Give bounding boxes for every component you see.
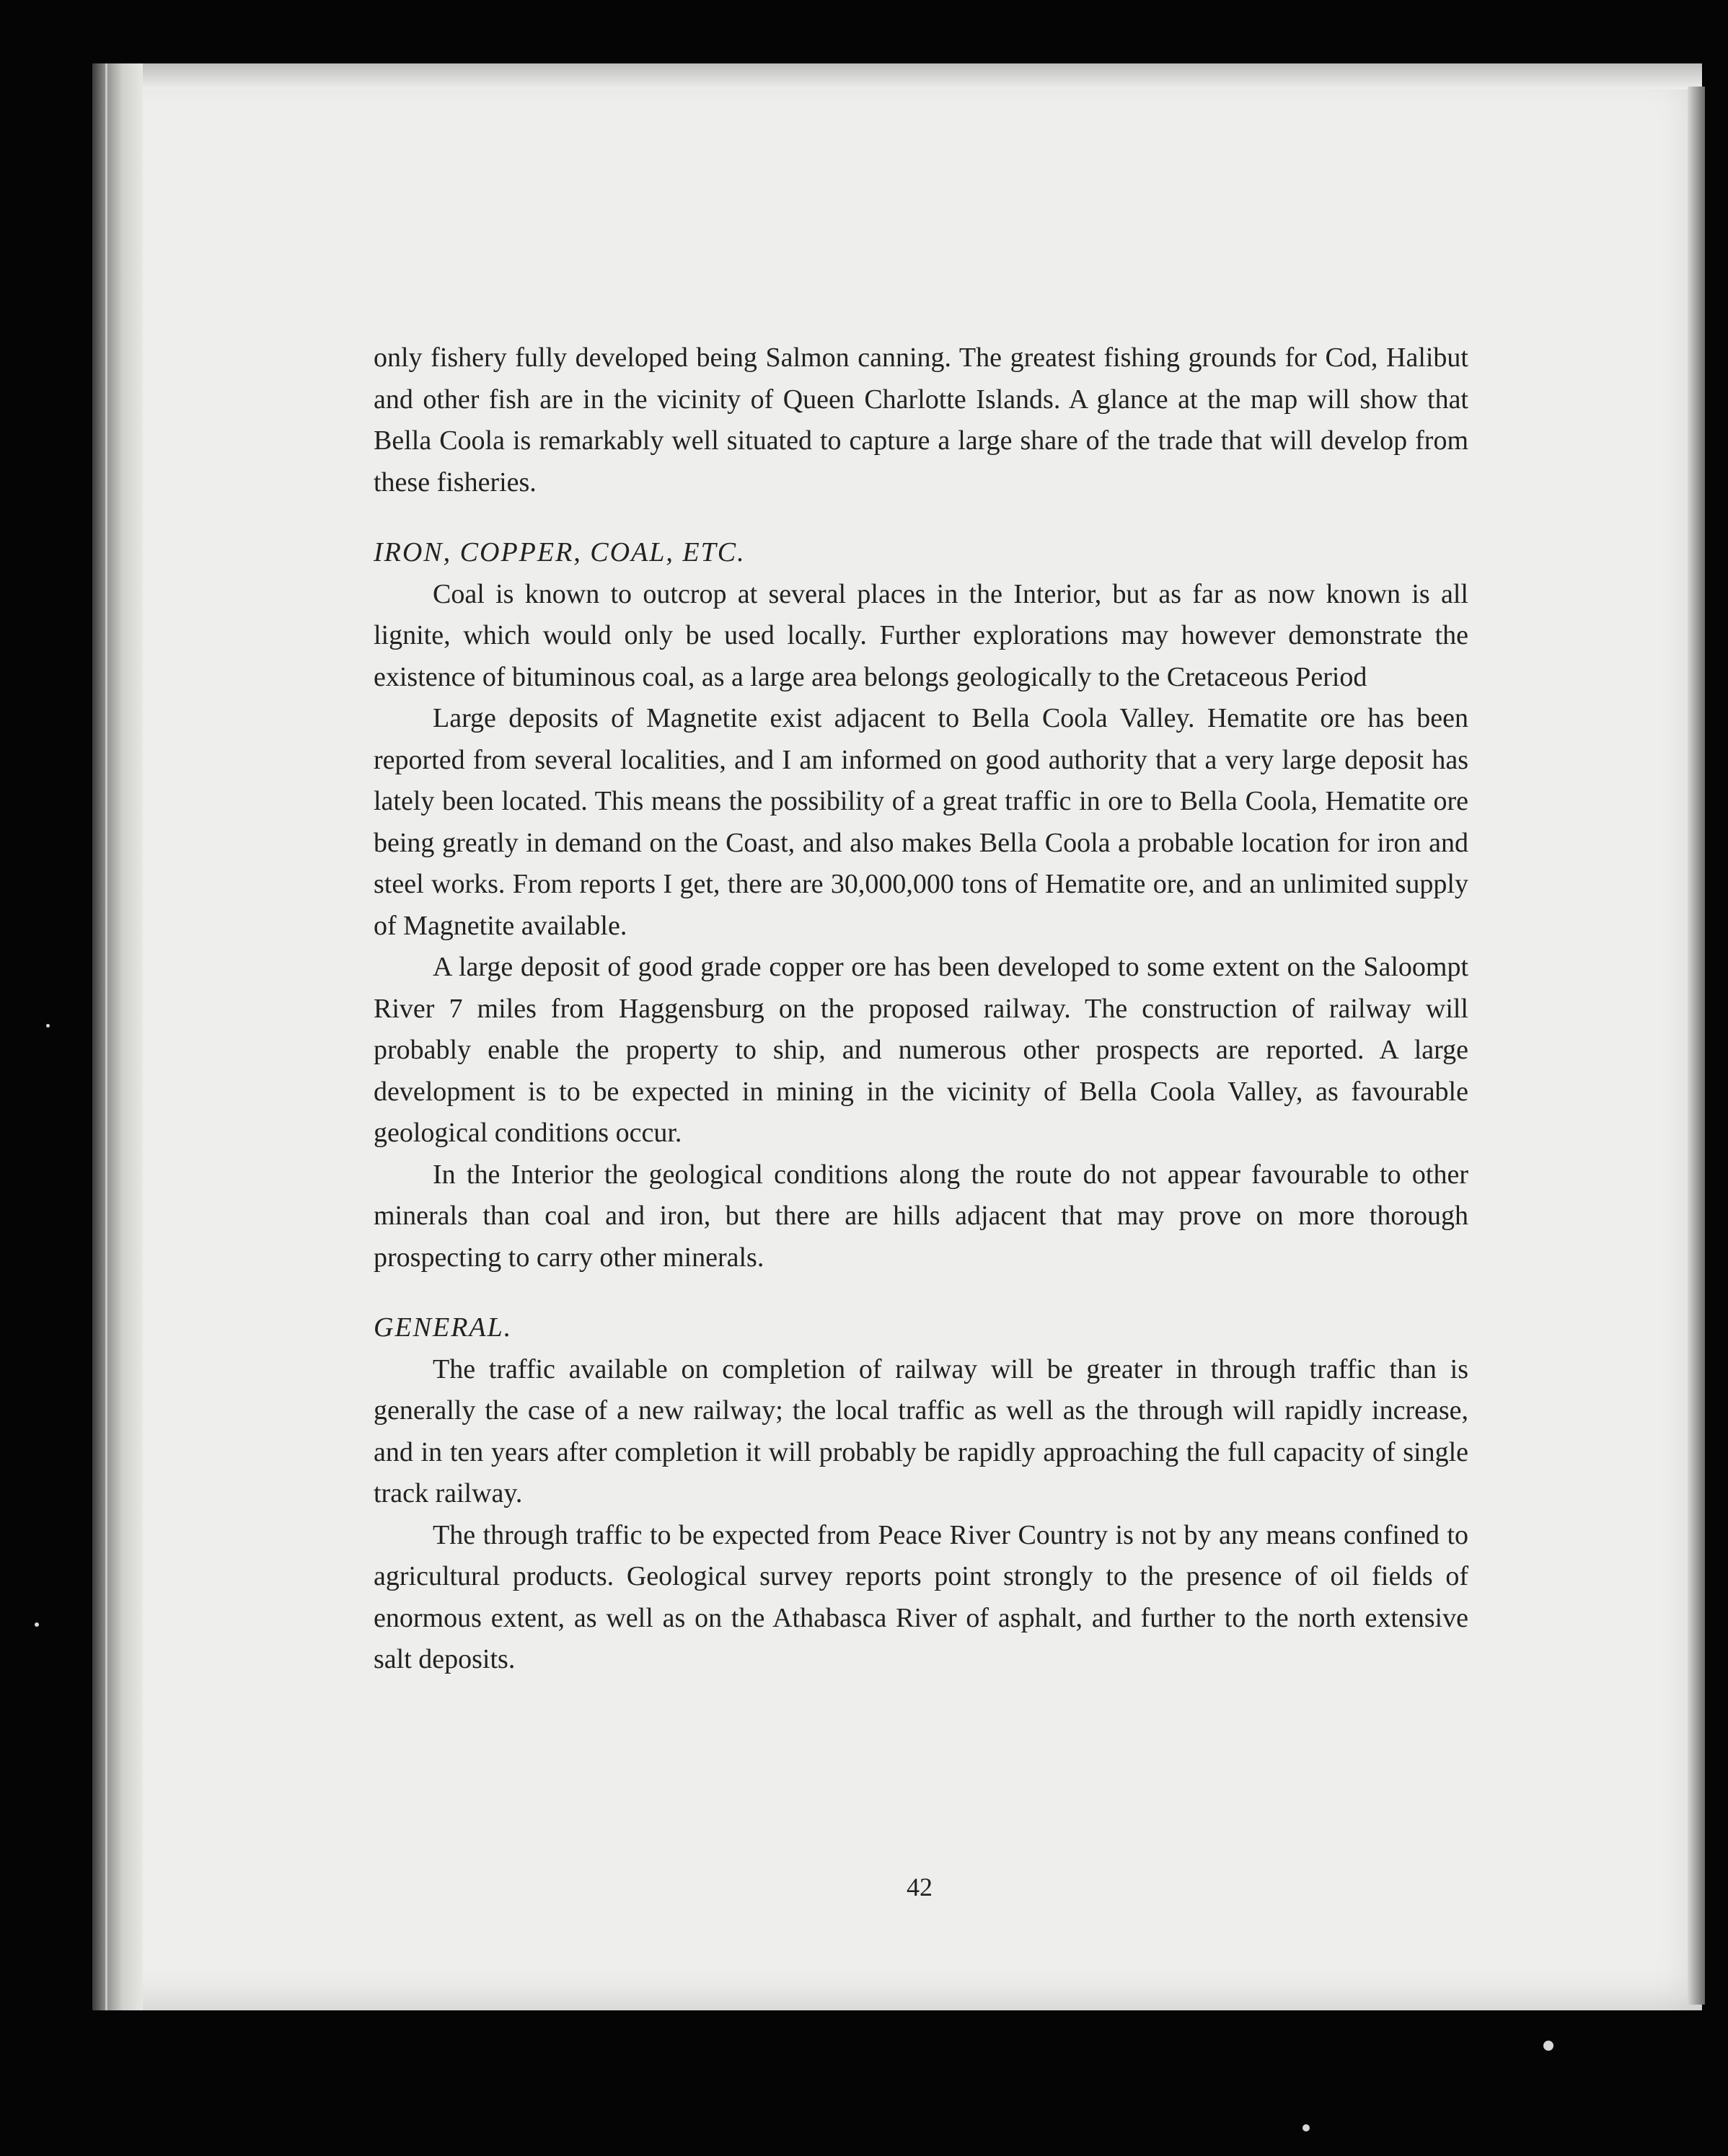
paragraph-magnetite-hematite: Large deposits of Magnetite exist adjacent to Bella Coola Valley. Hematite ore has been reported from several localities, and I am informed on good authority that a very large deposit has lately been located. This means the possibility of a great traffic in ore to Bella Coola, Hematite ore being greatly in demand on the Coast, and also makes Bella Coola a probable location for iron and steel works. From reports I get, there are 30,000,000 tons of Hematite ore, and an unlimited supply of Magnetite available. xyxy=(374,703,1468,941)
paragraph-fisheries: only fishery fully developed being Salmon canning. The greatest fishing grounds for Cod, Halibut and other fish are in the vicinity of Queen Charlotte Islands. A glance at the map will show that Bella Coola is remarkably well situated to capture a large share of the trade that will develop from these fisheries. xyxy=(374,343,1468,498)
paragraph-coal: Coal is known to outcrop at several places in the Interior, but as far as now known is all lignite, which would only be used locally. Further explorations may however demonstrate the existence of bituminous coal, as a large area belongs geologically to the Cretaceous Period xyxy=(374,578,1468,692)
page-right-edge xyxy=(1688,87,1705,2005)
dust-speck xyxy=(1302,2124,1310,2131)
page-top-edge xyxy=(92,63,1702,89)
text-block xyxy=(374,337,1468,1681)
paragraph-peace-river: The through traffic to be expected from Peace River Country is not by any means confined to agricultural products. Geological survey reports point strongly to the presence of oil fields of enormous extent, as well as on the Athabasca River of asphalt, and further to the north extensive salt deposits. xyxy=(374,1519,1468,1674)
heading-general: GENERAL. xyxy=(374,1312,513,1343)
dust-speck xyxy=(35,1622,39,1627)
dust-speck xyxy=(46,1024,50,1028)
heading-iron-copper-coal: IRON, COPPER, COAL, ETC. xyxy=(374,537,746,567)
book-binding xyxy=(92,63,143,2010)
page-number: 42 xyxy=(907,1873,933,1901)
paragraph-interior-minerals: In the Interior the geological conditions along the route do not appear favourable to other minerals than coal and iron, but there are hills adjacent that may prove on more thorough prospecting to carry other minerals. xyxy=(374,1159,1468,1273)
paragraph-traffic: The traffic available on completion of railway will be greater in through traffic than is generally the case of a new railway; the local traffic as well as the through will rapidly increase, and in ten years after completion it will probably be rapidly approaching the full capacity of single track railway. xyxy=(374,1353,1468,1508)
paragraph-copper: A large deposit of good grade copper ore has been developed to some extent on the Saloompt River 7 miles from Haggensburg on the proposed railway. The construction of railway will probably enable the property to ship, and numerous other prospects are reported. A large development is to be expected in mining in the vicinity of Bella Coola Valley, as favourable geological conditions occur. xyxy=(374,952,1468,1148)
dust-speck xyxy=(1543,2041,1553,2051)
